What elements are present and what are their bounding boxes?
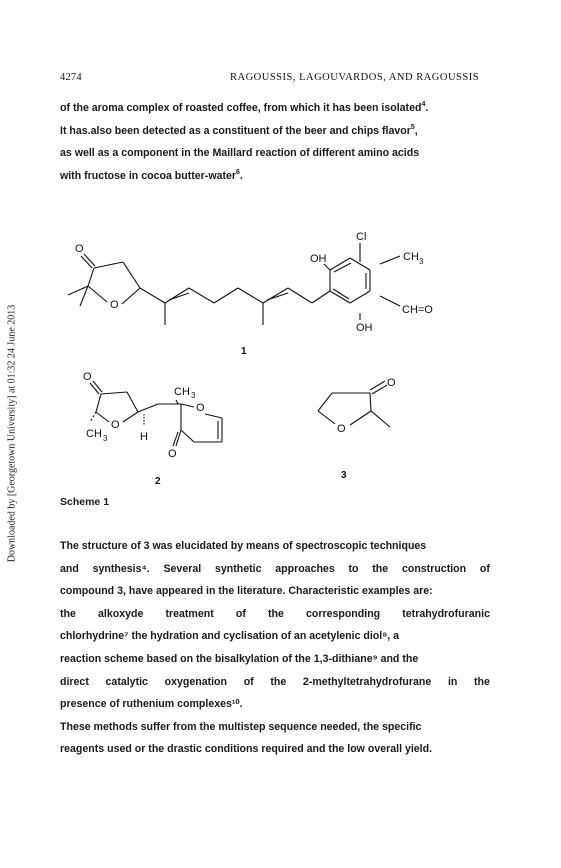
text-fragment: was elucidated by means of spectroscopic techniques [149,540,427,552]
text-line [60,693,490,716]
text-fragment: compound 3, have appeared in the literature. Characteristic examples are: [60,585,433,598]
text-line [60,603,490,626]
text-fragment: The structure of [60,540,144,552]
atom-label: O [83,371,92,383]
body-paragraph [60,535,490,761]
text-line [60,558,490,581]
text-fragment: Several [163,562,202,575]
text-line: It has.also been detected as a constituent of the beer and chips flavor$^5$, [60,123,418,137]
atom-label: CH [174,386,190,398]
atom-label: O [337,423,346,435]
text-line: as well as a component in the Maillard reaction of different amino acids [60,147,420,160]
text-fragment: reagents used or the drastic conditions required and the low overall yield. [60,743,433,756]
text-line [60,648,490,671]
text-line [60,671,490,694]
text-fragment: of [479,562,490,575]
text-fragment: These methods suffer from the multistep sequence needed, the specific [60,720,422,733]
text-fragment: the [474,675,490,688]
text-fragment: to [348,562,359,575]
compound-2-structure [83,371,222,487]
atom-label: Cl [356,231,367,243]
download-watermark: Downloaded by [Georgetown University] at 01:32 24 June 2013 [6,304,18,563]
text-fragment: corresponding [305,607,381,620]
atom-label: O [111,419,120,431]
running-head: RAGOUSSIS, LAGOUVARDOS, AND RAGOUSSIS [230,72,480,83]
atom-label: O [75,243,84,255]
compound-number: 3 [341,470,347,481]
text-fragment: of [243,675,254,688]
atom-label: O [168,448,177,460]
atom-label: OH [310,253,327,265]
text-fragment: synthetic [214,562,262,575]
text-fragment: oxygenation [164,675,228,688]
atom-label: OH [356,322,373,334]
text-fragment: synthesis⁴. [92,562,150,575]
text-fragment: alkoxyde [98,607,144,620]
atom-label: 3 [419,257,424,266]
atom-label: O [196,402,205,414]
text-fragment: catalytic [105,675,148,688]
atom-label: CH=O [402,304,433,316]
text-line [60,535,490,558]
text-fragment: approaches [275,562,335,575]
text-line [60,716,490,739]
atom-label: CH [86,428,102,440]
atom-label: H [140,431,148,443]
text-fragment: and [60,562,79,575]
compound-3-structure [318,377,396,481]
atom-label: 3 [191,391,196,400]
atom-label: O [110,299,119,311]
text-line [60,625,490,648]
text-line [60,738,490,761]
text-line: with fructose in cocoa butter-water$^6$. [60,168,243,182]
text-line: of the aroma complex of roasted coffee, from which it has been isolated$^4$. [60,101,429,114]
text-fragment: reaction scheme based on the bisalkylation of the 1,3-dithiane⁹ and the [60,652,419,665]
text-fragment: the [270,675,287,688]
text-fragment: presence of ruthenium complexes¹⁰. [60,698,243,711]
scheme-caption: Scheme 1 [60,496,110,508]
text-fragment: chlorhydrine⁷ the hydration and cyclisation of an acetylenic diol⁸, a [60,630,400,643]
compound-number: 1 [241,346,247,357]
text-fragment: treatment [165,607,214,620]
text-fragment: in [447,675,458,688]
compound-number: 2 [155,476,161,487]
text-fragment: 2-methyltetrahydrofurane [302,675,432,688]
atom-label: 3 [103,434,108,443]
text-fragment: the [372,562,389,575]
text-fragment: construction [401,562,467,575]
text-line [60,580,490,603]
text-fragment: the [60,607,76,620]
text-fragment: direct [60,675,89,688]
text-fragment: tetrahydrofuranic [402,607,490,620]
atom-label: CH [403,251,419,263]
text-fragment: the [267,607,284,620]
compound-1-structure [68,231,433,357]
atom-label: O [387,377,396,389]
text-fragment: of [235,607,246,620]
page-number: 4274 [60,72,82,83]
text-fragment: 3 [143,540,150,552]
